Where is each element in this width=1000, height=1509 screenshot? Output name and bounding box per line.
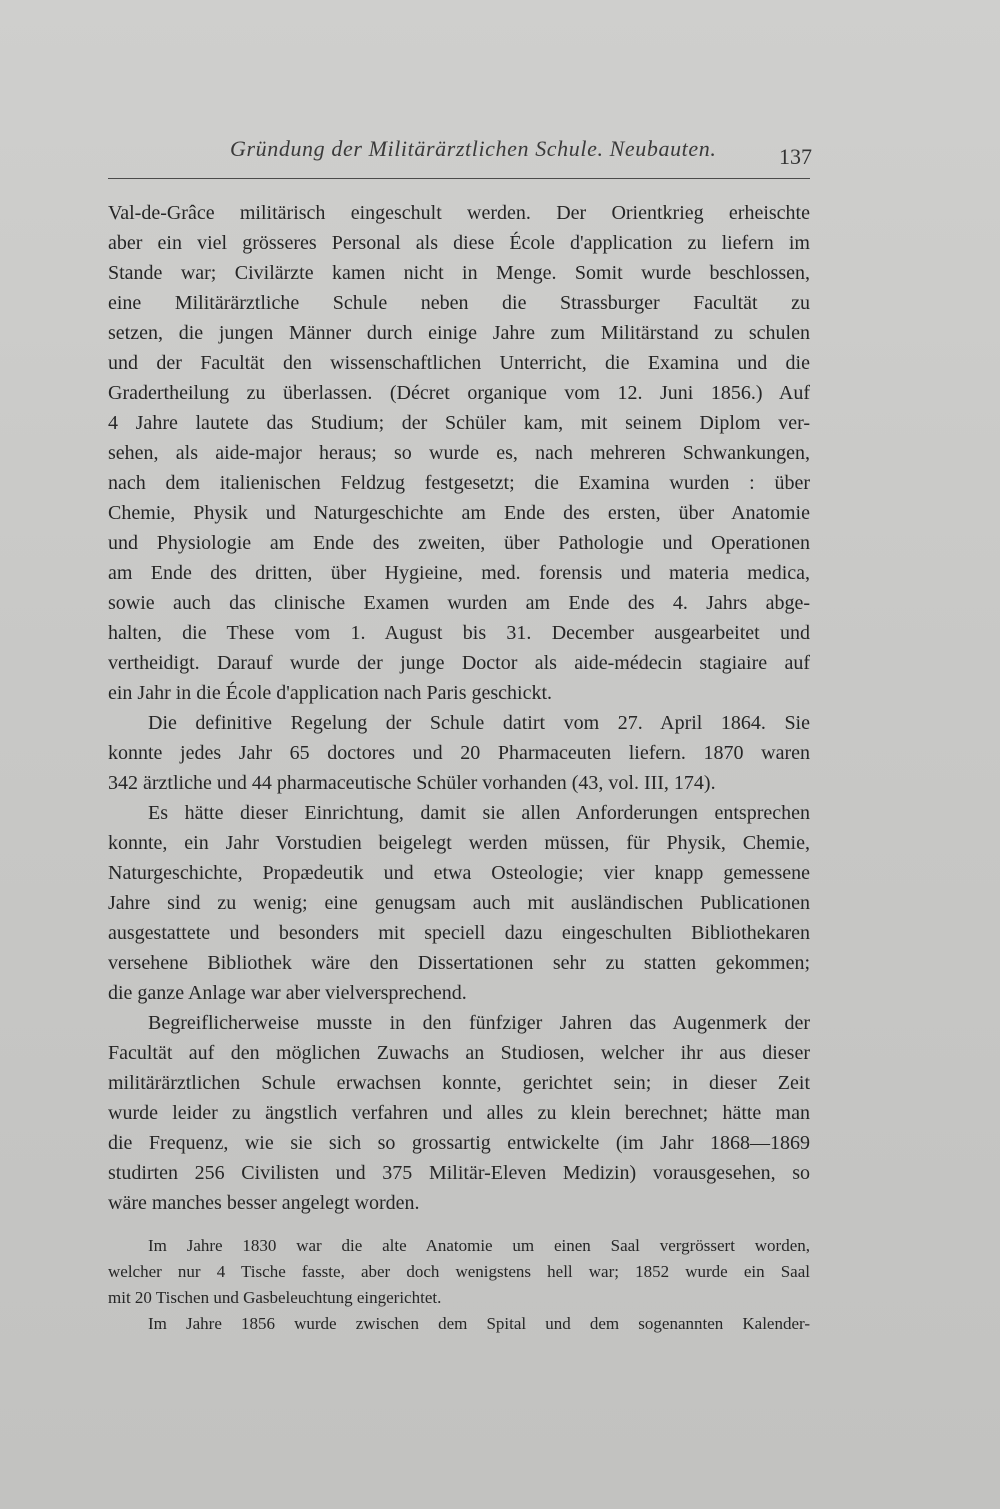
text-line: sowie auch das clinische Examen wurden am Ende des 4. Jahrs abge- bbox=[108, 592, 810, 614]
small-text-line: mit 20 Tischen und Gasbeleuchtung eingerichtet. bbox=[108, 1288, 442, 1307]
text-line: Die definitive Regelung der Schule datirt vom 27. April 1864. Sie bbox=[148, 712, 810, 734]
small-print-text bbox=[108, 1233, 810, 1337]
text-line: Val-de-Grâce militärisch eingeschult werden. Der Orientkrieg erheischte bbox=[108, 202, 810, 224]
text-line: militärärztlichen Schule erwachsen konnte, gerichtet sein; in dieser Zeit bbox=[108, 1072, 810, 1094]
text-line: 4 Jahre lautete das Studium; der Schüler kam, mit seinem Diplom ver- bbox=[108, 412, 810, 434]
header-rule bbox=[108, 178, 810, 179]
text-line: vertheidigt. Darauf wurde der junge Doctor als aide-médecin stagiaire auf bbox=[108, 652, 810, 674]
page-number: 137 bbox=[779, 144, 812, 169]
text-line: am Ende des dritten, über Hygieine, med. forensis und materia medica, bbox=[108, 562, 810, 584]
text-line: versehene Bibliothek wäre den Dissertationen sehr zu statten gekommen; bbox=[108, 952, 810, 974]
small-text-line: Im Jahre 1830 war die alte Anatomie um einen Saal vergrössert worden, bbox=[148, 1236, 810, 1255]
text-line: Stande war; Civilärzte kamen nicht in Menge. Somit wurde beschlossen, bbox=[108, 262, 810, 284]
page-header bbox=[108, 136, 810, 176]
text-line: konnte jedes Jahr 65 doctores und 20 Pharmaceuten liefern. 1870 waren bbox=[108, 742, 810, 764]
text-line: Gradertheilung zu überlassen. (Décret organique vom 12. Juni 1856.) Auf bbox=[108, 382, 810, 404]
running-title: Gründung der Militärärztlichen Schule. Neubauten. bbox=[230, 136, 717, 161]
text-line: Chemie, Physik und Naturgeschichte am Ende des ersten, über Anatomie bbox=[108, 502, 810, 524]
text-line: Begreiflicherweise musste in den fünfziger Jahren das Augenmerk der bbox=[148, 1012, 810, 1034]
text-line: konnte, ein Jahr Vorstudien beigelegt werden müssen, für Physik, Chemie, bbox=[108, 832, 810, 854]
text-line: wurde leider zu ängstlich verfahren und alles zu klein berechnet; hätte man bbox=[108, 1102, 810, 1124]
small-text-line: welcher nur 4 Tische fasste, aber doch wenigstens hell war; 1852 wurde ein Saal bbox=[108, 1262, 810, 1281]
main-text bbox=[108, 198, 810, 1218]
text-line: eine Militärärztliche Schule neben die Strassburger Facultät zu bbox=[108, 292, 810, 314]
text-line: aber ein viel grösseres Personal als diese École d'application zu liefern im bbox=[108, 232, 810, 254]
text-line: und der Facultät den wissenschaftlichen Unterricht, die Examina und die bbox=[108, 352, 810, 374]
text-line: Facultät auf den möglichen Zuwachs an Studiosen, welcher ihr aus dieser bbox=[108, 1042, 810, 1064]
text-line: Jahre sind zu wenig; eine genugsam auch mit ausländischen Publicationen bbox=[108, 892, 810, 914]
text-line: und Physiologie am Ende des zweiten, über Pathologie und Operationen bbox=[108, 532, 810, 554]
text-line: 342 ärztliche und 44 pharmaceutische Schüler vorhanden (43, vol. III, 174). bbox=[108, 772, 716, 794]
text-line: halten, die These vom 1. August bis 31. December ausgearbeitet und bbox=[108, 622, 810, 644]
text-line: setzen, die jungen Männer durch einige Jahre zum Militärstand zu schulen bbox=[108, 322, 810, 344]
text-line: ausgestattete und besonders mit speciell dazu eingeschulten Bibliothekaren bbox=[108, 922, 810, 944]
text-line: die ganze Anlage war aber vielversprechend. bbox=[108, 982, 467, 1004]
text-line: Naturgeschichte, Propædeutik und etwa Osteologie; vier knapp gemessene bbox=[108, 862, 810, 884]
text-line: sehen, als aide-major heraus; so wurde es, nach mehreren Schwankungen, bbox=[108, 442, 810, 464]
text-line: ein Jahr in die École d'application nach Paris geschickt. bbox=[108, 682, 553, 704]
text-line: studirten 256 Civilisten und 375 Militär-Eleven Medizin) vorausgesehen, so bbox=[108, 1162, 810, 1184]
text-line: nach dem italienischen Feldzug festgesetzt; die Examina wurden : über bbox=[108, 472, 810, 494]
text-line: wäre manches besser angelegt worden. bbox=[108, 1192, 420, 1214]
small-text-line: Im Jahre 1856 wurde zwischen dem Spital und dem sogenannten Kalender- bbox=[148, 1314, 810, 1333]
text-line: Es hätte dieser Einrichtung, damit sie allen Anforderungen entsprechen bbox=[148, 802, 810, 824]
text-line: die Frequenz, wie sie sich so grossartig entwickelte (im Jahr 1868—1869 bbox=[108, 1132, 810, 1154]
